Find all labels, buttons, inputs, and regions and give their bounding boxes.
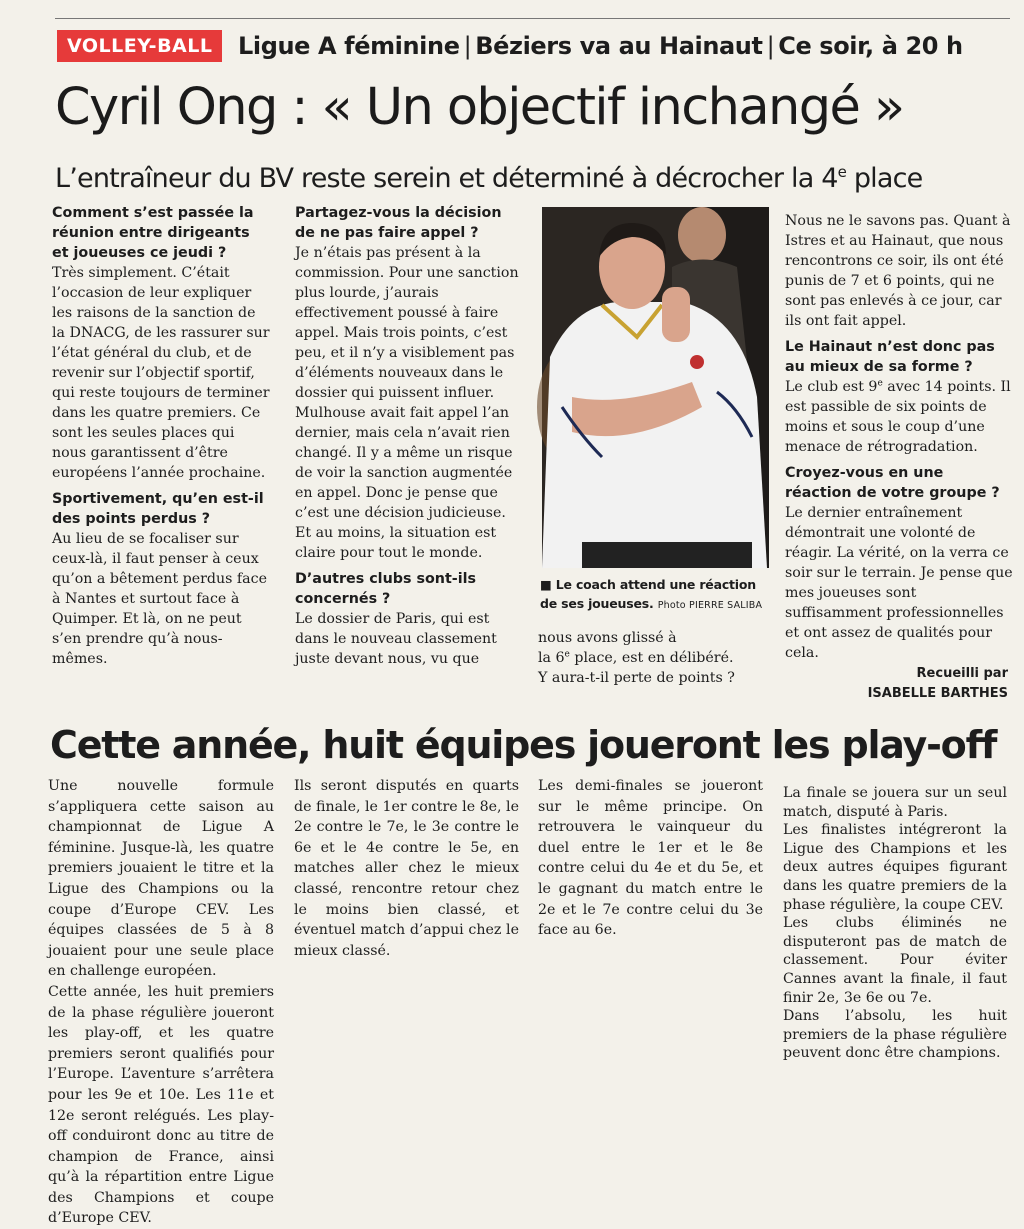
answer: Nous ne le savons pas. Quant à Istres et au Hainaut, que nous rencontrons ce soir, ils ont été punis de 7 et 6 points, qui ne sont pas enlevés à ce jour, car ils ont fait appel. [785,213,1011,329]
coach-photo-illustration [542,207,769,568]
paragraph: Les finalistes intégreront la Ligue des Champions et les deux autres équipes figurant dans les quatre premiers de la phase régulière, la coupe CEV. [783,822,1007,913]
supertitle-part1: Ligue A féminine [238,32,460,60]
paragraph: La finale se jouera sur un seul match, disputé à Paris. [783,785,1007,820]
interview-column-3 [538,628,773,688]
answer-part: la 6 [538,650,565,666]
supertitle-separator: | [766,32,775,60]
answer: Y aura-t-il perte de points ? [538,670,735,686]
article2-column-4 [783,784,1007,1063]
subhead-end: place [846,163,923,194]
supertitle-part2: Béziers va au Hainaut [475,32,763,60]
answer-sup: e [564,649,570,660]
subhead-text: L’entraîneur du BV reste serein et déterminé à décrocher la 4 [55,163,838,194]
interview-column-2 [295,203,520,669]
paragraph: Dans l’absolu, les huit premiers de la phase régulière peuvent donc être champions. [783,1008,1007,1062]
question: Le Hainaut n’est donc pas au mieux de sa forme ? [785,339,995,375]
question: Comment s’est passée la réunion entre dirigeants et joueuses ce jeudi ? [52,205,254,261]
answer: Le dossier de Paris, qui est dans le nouveau classement juste devant nous, vu que [295,611,497,667]
main-headline: Cyril Ong : « Un objectif inchangé » [55,78,904,137]
subheadline [55,156,923,202]
byline [868,664,1008,704]
answer-part: place, est en délibéré. [569,650,734,666]
subhead-sup: e [837,163,847,181]
interview-column-4 [785,211,1013,663]
answer-part: Le club est 9 [785,379,878,395]
answer: Au lieu de se focaliser sur ceux-là, il faut penser à ceux qu’on a bêtement perdus face à Nantes et surtout face à Quimper. Et là, on ne peut s’en prendre qu’à nous-mêmes. [52,531,267,667]
photo-credit: Photo PIERRE SALIBA [657,600,763,611]
interview-column-1 [52,203,270,669]
paragraph: Une nouvelle formule s’appliquera cette saison au championnat de Ligue A féminine. Jusque-là, les quatre premiers jouaient le titre et la Ligue des Champions ou la coupe d’Europe CEV. Les équipes classées de 5 à 8 jouaient pour une seule place en challenge européen. [48,778,274,980]
supertitle [238,30,963,62]
answer-part: avec 14 points. Il est passible de six points de moins et sous le coup d’une menace de rétrogradation. [785,379,1011,455]
answer [785,377,1013,457]
supertitle-part3: Ce soir, à 20 h [778,32,963,60]
second-headline: Cette année, huit équipes joueront les play-off [50,723,997,767]
answer: Très simplement. C’était l’occasion de leur expliquer les raisons de la sanction de la DNACG, de les rassurer sur l’état général du club, et de revenir sur l’objectif sportif, qui reste toujours de terminer dans les quatre premiers. Ce sont les seules places qui nous garantissent d’être européens l’année prochaine. [52,265,270,481]
article2-column-3 [538,776,763,1046]
paragraph: Ils seront disputés en quarts de finale, le 1er contre le 8e, le 2e contre le 7e, le 3e contre le 6e et le 4e contre le 5e, en matches aller chez le mieux classé, rencontre retour chez le moins bien classé, et éventuel match d’appui chez le mieux classé. [294,778,519,959]
question: Partagez-vous la décision de ne pas faire appel ? [295,205,502,241]
article2-column-1 [48,776,274,1227]
question: D’autres clubs sont-ils concernés ? [295,571,477,607]
paragraph: Les clubs éliminés ne disputeront pas de match de classement. Pour éviter Cannes avant la finale, il faut finir 2e, 3e 6e ou 7e. [783,915,1007,1006]
question: Croyez-vous en une réaction de votre groupe ? [785,465,1000,501]
answer: Je n’étais pas présent à la commission. Pour une sanction plus lourde, j’aurais effectivement poussé à faire appel. Mais trois points, c’est peu, et il n’y a visiblement pas d’éléments nouveaux dans le dossier qui puissent influer. Mulhouse avait fait appel l’an dernier, mais cela n’avait rien changé. Il y a même un risque de voir la sanction augmentée en appel. Donc je pense que c’est une décision judicieuse. Et au moins, la situation est claire pour tout le monde. [295,245,519,561]
coach-photo [542,207,769,568]
caption-text: ■ Le coach attend une réaction de ses joueuses. [540,577,756,611]
answer [538,648,773,668]
question: Sportivement, qu’en est-il des points perdus ? [52,491,264,527]
section-kicker: VOLLEY-BALL [57,30,222,62]
article2-column-2 [294,776,519,1046]
byline-author: ISABELLE BARTHES [867,686,1008,701]
answer: nous avons glissé à [538,630,677,646]
paragraph: Les demi-finales se joueront sur le même principe. On retrouvera le vainqueur du duel entre le 1er et le 8e contre celui du 4e et du 5e, et le gagnant du match entre le 2e et le 7e contre celui du 3e face au 6e. [538,778,763,939]
photo-caption [540,575,772,615]
supertitle-separator: | [463,32,472,60]
paragraph: Cette année, les huit premiers de la phase régulière joueront les play-off, et les quatre premiers seront qualifiés pour l’Europe. L’aventure s’arrêtera pour les 9e et 10e. Les 11e et 12e seront relégués. Les play-off conduiront donc au titre de champion de France, ainsi qu’à la répartition entre Ligue des Champions et coupe d’Europe CEV. [48,983,274,1227]
top-rule [55,18,1010,19]
answer: Le dernier entraînement démontrait une volonté de réagir. La vérité, on la verra ce soir sur le terrain. Je pense que mes joueuses sont suffisamment professionnelles et ont assez de qualités pour cela. [785,505,1013,661]
answer-sup: e [877,378,883,389]
byline-line1: Recueilli par [916,666,1008,681]
